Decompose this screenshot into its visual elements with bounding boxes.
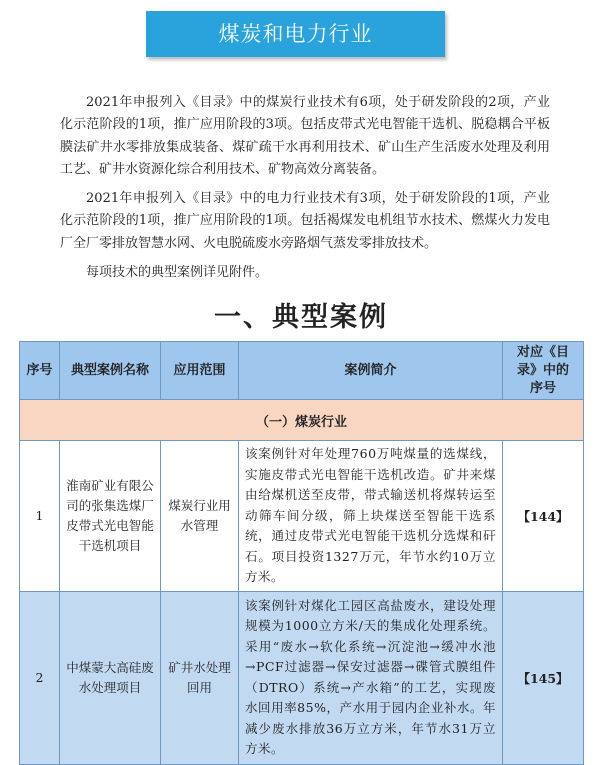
row-scope: 矿井水处理回用: [161, 591, 239, 764]
row-name: 中煤蒙大高硅废水处理项目: [60, 591, 161, 764]
row-scope: 煤炭行业用水管理: [161, 441, 239, 592]
header-scope: 应用范围: [161, 342, 239, 400]
row-ref: 【144】: [503, 441, 584, 592]
group-row: [20, 400, 584, 441]
row-num: 2: [20, 591, 60, 764]
table-header-row: [20, 342, 584, 400]
table-row: [20, 441, 584, 592]
cases-table: [19, 341, 584, 765]
header-ref: 对应《目录》中的序号: [503, 342, 584, 400]
section-banner: 煤炭和电力行业: [146, 11, 445, 57]
header-desc: 案例简介: [239, 342, 503, 400]
group-label: （一）煤炭行业: [20, 400, 584, 441]
paragraph-power: 2021年申报列入《目录》中的电力行业技术有3项，处于研发阶段的1项，产业化示范阶段的1项，推广应用阶段的1项。包括褐煤发电机组节水技术、燃煤火力发电厂全厂零排放智慧水网、火电脱硫废水旁路烟气蒸发零排放技术。: [60, 191, 550, 251]
row-name: 淮南矿业有限公司的张集选煤厂皮带式光电智能干选机项目: [60, 441, 161, 592]
row-desc: 该案例针对煤化工园区高盐废水，建设处理规模为1000立方米/天的集成化处理系统。采用“废水→软化系统→沉淀池→缓冲水池→PCF过滤器→保安过滤器→碟管式膜组件（DTRO）系统→产水箱”的工艺，实现废水回用率85%，产水用于园内企业补水。年减少废水排放36万立方米，年节水31万立方米。: [239, 591, 503, 764]
row-num: 1: [20, 441, 60, 592]
row-ref: 【145】: [503, 591, 584, 764]
header-name: 典型案例名称: [60, 342, 161, 400]
paragraph-coal: 2021年申报列入《目录》中的煤炭行业技术有6项，处于研发阶段的2项，产业化示范阶段的1项，推广应用阶段的3项。包括皮带式光电智能干选机、脱稳耦合平板膜法矿井水零排放集成装备、煤矿疏干水再利用技术、矿山生产生活废水处理及利用工艺、矿井水资源化综合利用技术、矿物高效分离装备。: [60, 95, 550, 177]
table-row: [20, 591, 584, 764]
header-num: 序号: [20, 342, 60, 400]
paragraph-appendix-note: 每项技术的典型案例详见附件。: [86, 265, 269, 280]
section-title: 一、典型案例: [214, 302, 388, 333]
row-desc: 该案例针对年处理760万吨煤量的选煤线，实施皮带式光电智能干选机改造。矿井来煤由给煤机送至皮带，带式输送机将煤转运至动筛车间分级，筛上块煤送至智能干选系统，通过皮带式光电智能干选机分选煤和矸石。项目投资1327万元，年节水约10万立方米。: [239, 441, 503, 592]
